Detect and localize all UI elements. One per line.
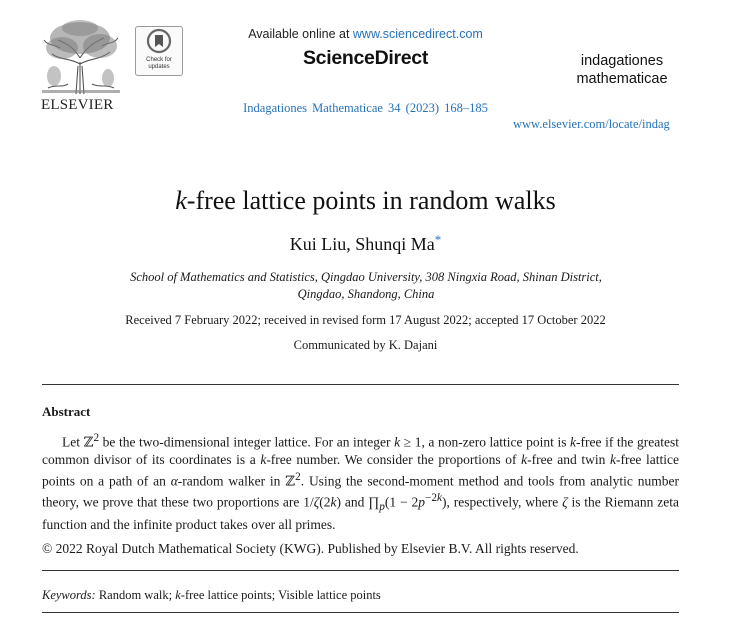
title-variable: k (175, 186, 187, 215)
journal-reference-link[interactable]: Indagationes Mathematicae 34 (2023) 168–185 (243, 101, 488, 115)
abstract-text: Let ℤ$^2$ be the two-dimensional integer lattice. For an integer k ≥ 1, a non-zero lattice point is k-free if the greatest common divisor of its coordinates is a k-free number. We consider the proportions of k-free and twin k-free lattice points on a path of an α-random walker in ℤ$^2$. Using the second-moment method and tools from analytic number theory, we prove that these two proportions are 1/ζ(2k) and $\prod_p(1 - 2p^{-2k})$, respectively, where ζ is the Riemann zeta function and the infinite product takes over all primes. (42, 432, 680, 533)
keyword-2-variable: k (175, 588, 181, 602)
abstract-heading: Abstract (42, 404, 91, 419)
keyword-3: Visible lattice points (278, 588, 381, 602)
available-prefix: Available online at (248, 27, 350, 41)
title-text: -free lattice points in random walks (186, 186, 556, 215)
section-divider-middle (42, 570, 679, 571)
affiliation: School of Mathematics and Statistics, Qingdao University, 308 Ningxia Road, Shinan District, Qingdao, Shandong, China (130, 270, 602, 301)
article-title (0, 186, 731, 216)
section-divider-bottom (42, 612, 679, 613)
journal-name-line1: indagationes (580, 53, 664, 69)
article-history: Received 7 February 2022; received in revised form 17 August 2022; accepted 17 October 2022 (125, 313, 606, 327)
keywords-line (42, 588, 381, 603)
author-names: Kui Liu, Shunqi Ma (289, 234, 435, 254)
keyword-2: -free lattice points; (180, 588, 276, 602)
publisher-wordmark: ELSEVIER (41, 97, 114, 113)
communicated-by: Communicated by K. Dajani (293, 338, 438, 352)
availability-line (0, 27, 731, 41)
platform-name: ScienceDirect (302, 47, 429, 69)
section-divider-top (42, 384, 679, 385)
check-for-updates-text: Check for updates (146, 57, 172, 70)
sciencedirect-link[interactable]: www.sciencedirect.com (352, 27, 483, 41)
corresponding-author-link[interactable]: * (434, 232, 442, 247)
journal-name (560, 52, 684, 88)
journal-homepage-link[interactable]: www.elsevier.com/locate/indag (513, 117, 670, 131)
author-list (0, 232, 731, 255)
keyword-1: Random walk; (98, 588, 173, 602)
journal-name-line2: mathematicae (576, 71, 668, 87)
copyright-notice: © 2022 Royal Dutch Mathematical Society (KWG). Published by Elsevier B.V. All rights reserved. (42, 541, 579, 556)
keywords-label: Keywords: (42, 588, 96, 602)
